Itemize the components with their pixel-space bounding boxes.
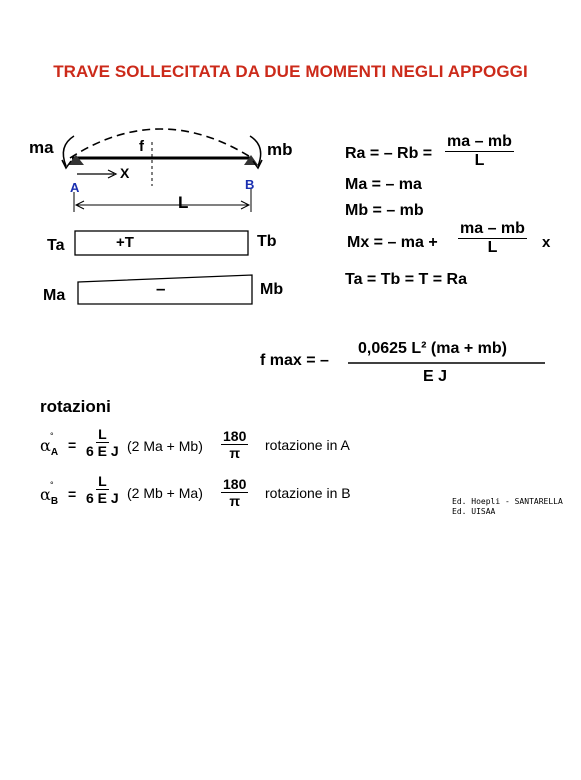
rotation-a-factor: $\frac{180}{\pi}$ — [223, 428, 247, 462]
mx-numerator: ma – mb — [460, 220, 525, 237]
credits — [452, 497, 563, 517]
rotation-b-factor: $\frac{180}{\pi}$ — [223, 476, 247, 510]
rotation-b-expression: (2 Mb + Ma) — [127, 485, 203, 501]
x-axis-label: X — [120, 165, 130, 181]
fmax-prefix: f max = – — [260, 352, 329, 369]
rotation-a-fraction: $\frac{L}{\text{6 E J}}$ — [86, 426, 119, 460]
deflection-label: f — [139, 138, 144, 155]
shear-sign: +T — [116, 234, 134, 251]
shear-diagram-box — [75, 231, 248, 255]
rotation-a-expression: (2 Ma + Mb) — [127, 438, 203, 454]
fmax-numerator: 0,0625 L² (ma + mb) — [358, 340, 507, 357]
rotation-b-label: rotazione in B — [265, 485, 351, 501]
deflection-curve — [70, 129, 252, 158]
rotation-a-equals: = — [68, 437, 77, 453]
credits-line-2: Ed. UISAA — [452, 507, 496, 516]
page-title: TRAVE SOLLECITATA DA DUE MOMENTI NEGLI APPOGGI — [53, 62, 528, 81]
moment-diagram-left-label: Ma — [43, 287, 66, 304]
ra-denominator: L — [474, 151, 485, 169]
mx-fraction — [458, 220, 527, 257]
credits-line-1: Ed. Hoepli - SANTARELLA — [452, 497, 563, 506]
shear-left-label: Ta — [47, 237, 65, 254]
rotation-b-fraction: $\frac{L}{\text{6 E J}}$ — [86, 473, 119, 507]
length-label: L — [178, 193, 189, 212]
t-formula: Ta = Tb = T = Ra — [345, 271, 467, 288]
ma-formula: Ma = – ma — [345, 176, 422, 193]
rotation-b-symbol: α ° $_B$ — [40, 480, 59, 507]
moment-diagram-right-label: Mb — [260, 281, 284, 298]
ra-fraction — [445, 133, 514, 170]
moment-right-label: mb — [267, 140, 293, 159]
mx-formula-prefix: Mx = – ma + — [347, 234, 438, 251]
rotations-heading: rotazioni — [40, 397, 111, 416]
rotation-a-label: rotazione in A — [265, 437, 350, 453]
support-a-label: A — [70, 180, 80, 195]
support-b-label: B — [245, 177, 255, 192]
rotation-a-symbol: α ° $_A$ — [40, 431, 59, 458]
fmax-denominator: E J — [423, 368, 448, 385]
ra-numerator: ma – mb — [447, 133, 512, 150]
ra-formula-prefix: Ra = – Rb = — [345, 145, 433, 162]
moment-left-label: ma — [29, 138, 54, 157]
mx-denominator: L — [487, 238, 498, 256]
mx-suffix: x — [542, 234, 551, 251]
rotation-b-equals: = — [68, 486, 77, 502]
shear-right-label: Tb — [257, 233, 277, 250]
moment-diagram-sign: – — [156, 279, 166, 298]
mb-formula: Mb = – mb — [345, 202, 424, 219]
